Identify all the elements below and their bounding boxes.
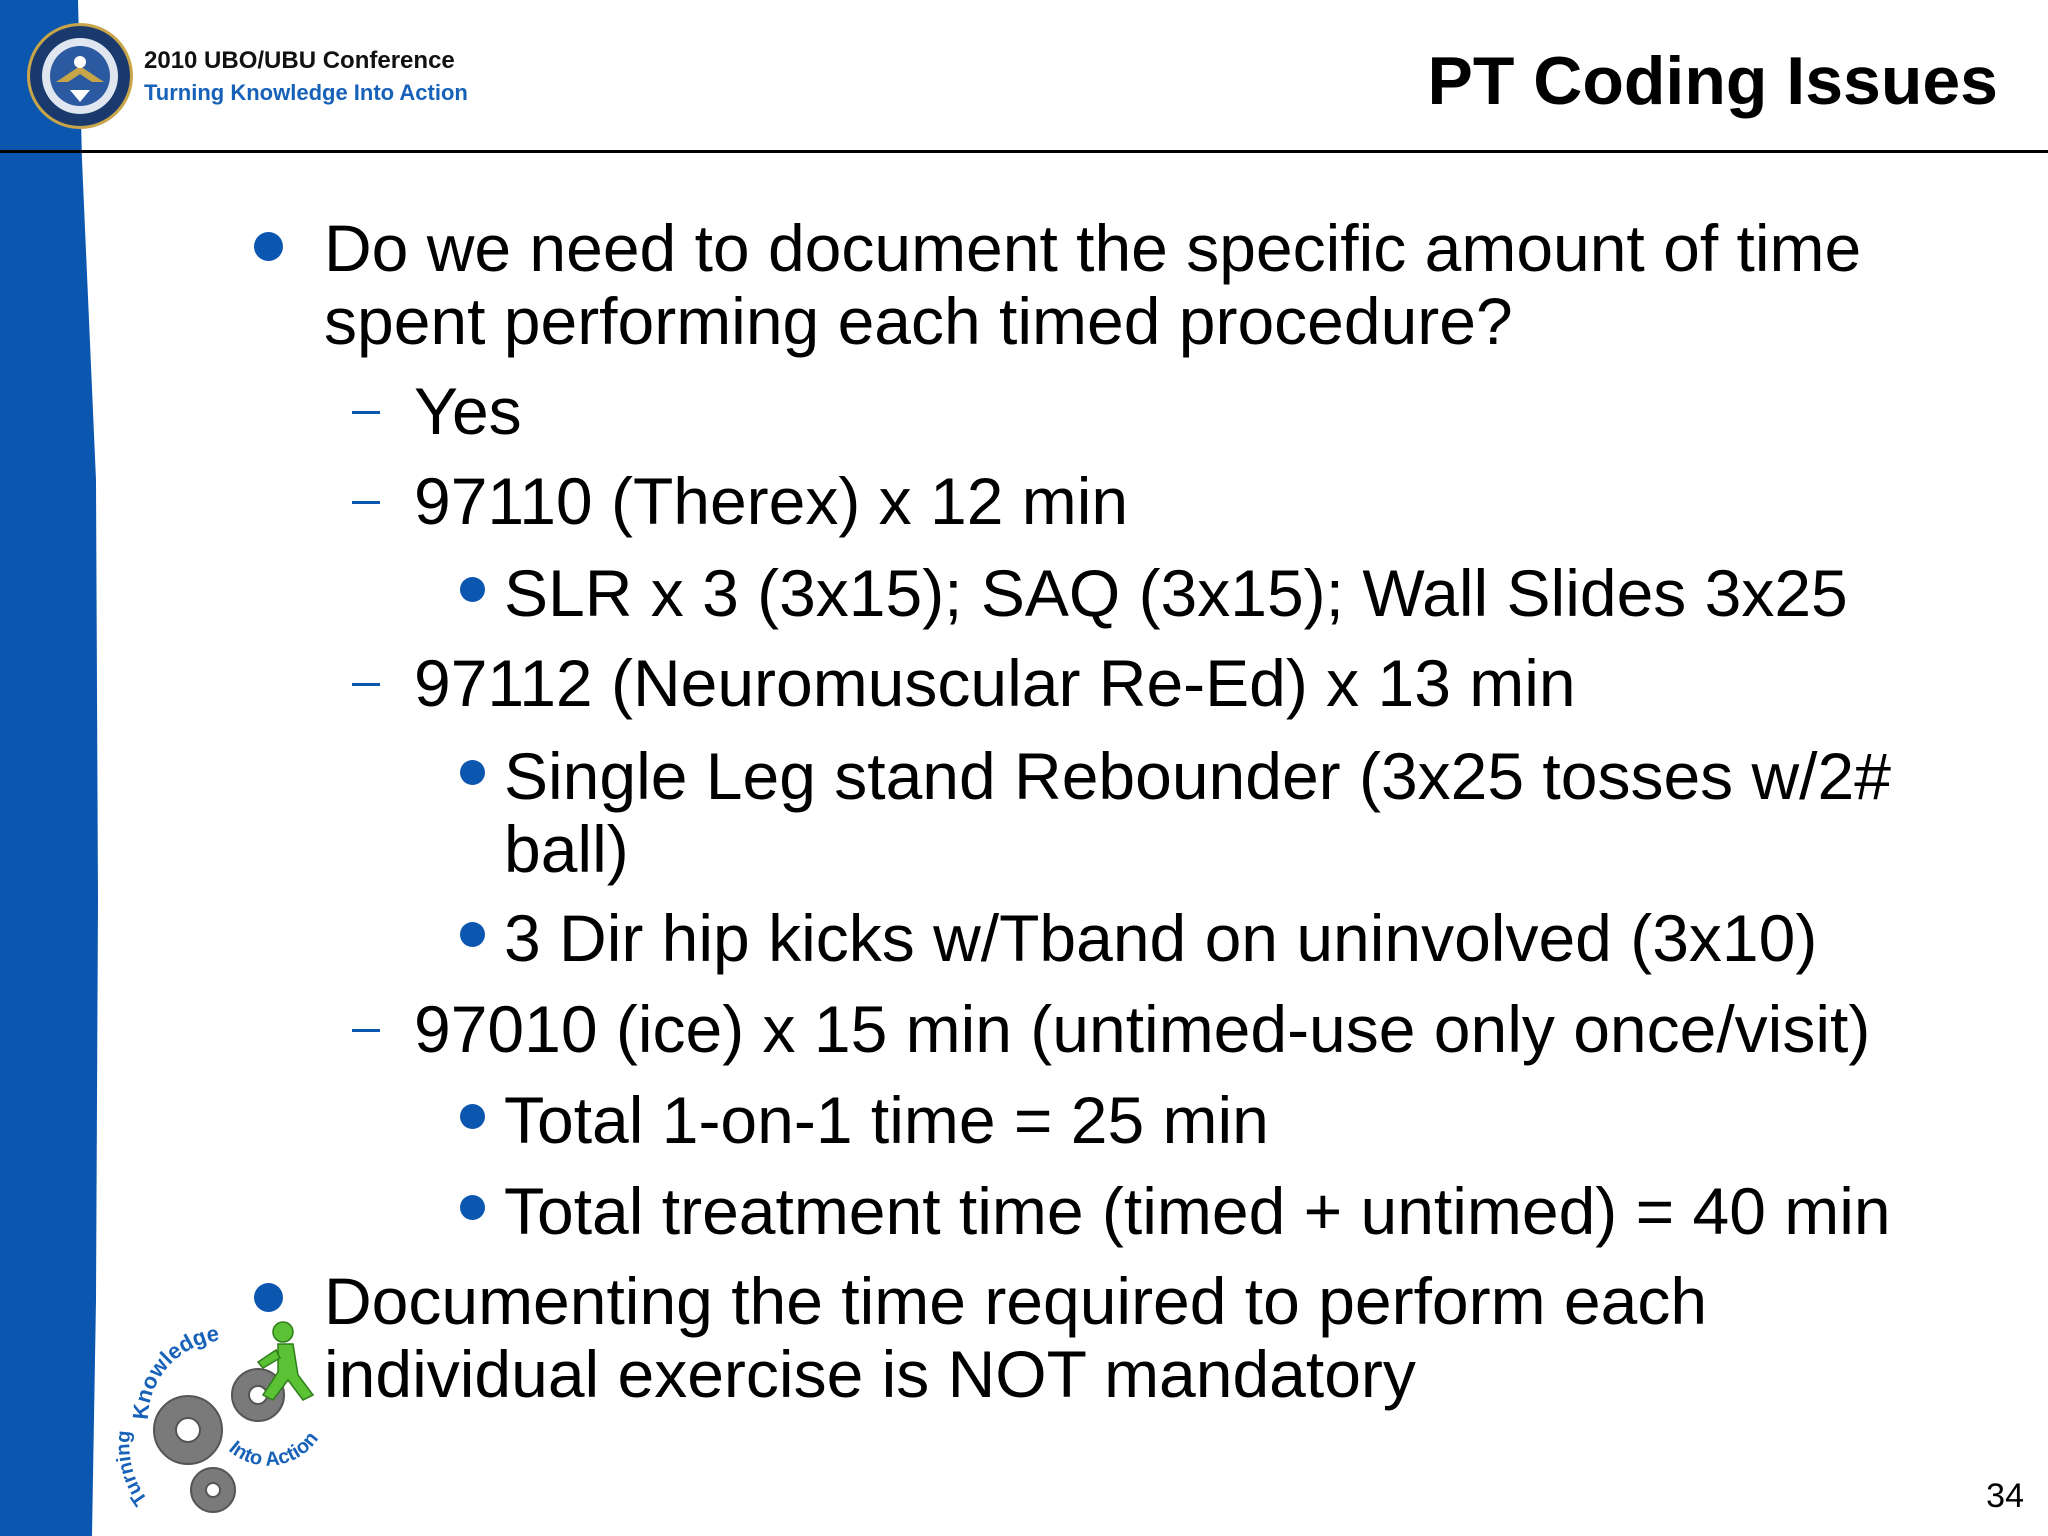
detail-bullet-dot	[460, 1195, 485, 1220]
bullet-text: Documenting the time required to perform each	[324, 1264, 1708, 1338]
bullet-text: individual exercise is NOT mandatory	[324, 1337, 1416, 1411]
bullet-text: spent performing each timed procedure?	[324, 284, 1513, 358]
gear-icon	[154, 1369, 284, 1512]
logo-arc-top: Knowledge	[127, 1320, 221, 1421]
detail-bullet-text: 3 Dir hip kicks w/Tband on uninvolved (3x10)	[504, 901, 1818, 975]
conference-title: 2010 UBO/UBU Conference	[144, 47, 455, 74]
logo-arc-left: Turning	[112, 1429, 153, 1510]
detail-bullet-dot	[460, 1104, 485, 1129]
sub-bullet-dash	[352, 501, 380, 504]
detail-bullet-text: Total 1-on-1 time = 25 min	[504, 1083, 1269, 1157]
detail-bullet-text: Single Leg stand Rebounder (3x25 tosses w/2#	[504, 739, 1891, 813]
sub-bullet-dash	[352, 683, 380, 686]
detail-bullet-text: SLR x 3 (3x15); SAQ (3x15); Wall Slides 3x25	[504, 556, 1848, 630]
conference-subtitle: Turning Knowledge Into Action	[144, 80, 468, 105]
detail-bullet-text: ball)	[504, 812, 629, 886]
sub-bullet-dash	[352, 411, 380, 414]
slide-title: PT Coding Issues	[1427, 43, 1998, 119]
detail-bullet-dot	[460, 577, 485, 602]
detail-bullet-dot	[460, 760, 485, 785]
turning-knowledge-logo	[108, 1300, 338, 1530]
sub-bullet-dash	[352, 1029, 380, 1032]
sub-bullet-text: 97110 (Therex) x 12 min	[414, 464, 1129, 538]
page-number: 34	[1986, 1477, 2024, 1515]
detail-bullet-dot	[460, 922, 485, 947]
detail-bullet-text: Total treatment time (timed + untimed) = 40 min	[504, 1174, 1891, 1248]
sub-bullet-text: 97112 (Neuromuscular Re-Ed) x 13 min	[414, 646, 1576, 720]
bullet-dot	[254, 232, 283, 261]
sub-bullet-text: 97010 (ice) x 15 min (untimed-use only once/visit)	[414, 992, 1871, 1066]
sub-bullet-text: Yes	[414, 374, 522, 448]
logo-arc-right: Into Action	[224, 1427, 323, 1471]
bullet-text: Do we need to document the specific amount of time	[324, 211, 1862, 285]
